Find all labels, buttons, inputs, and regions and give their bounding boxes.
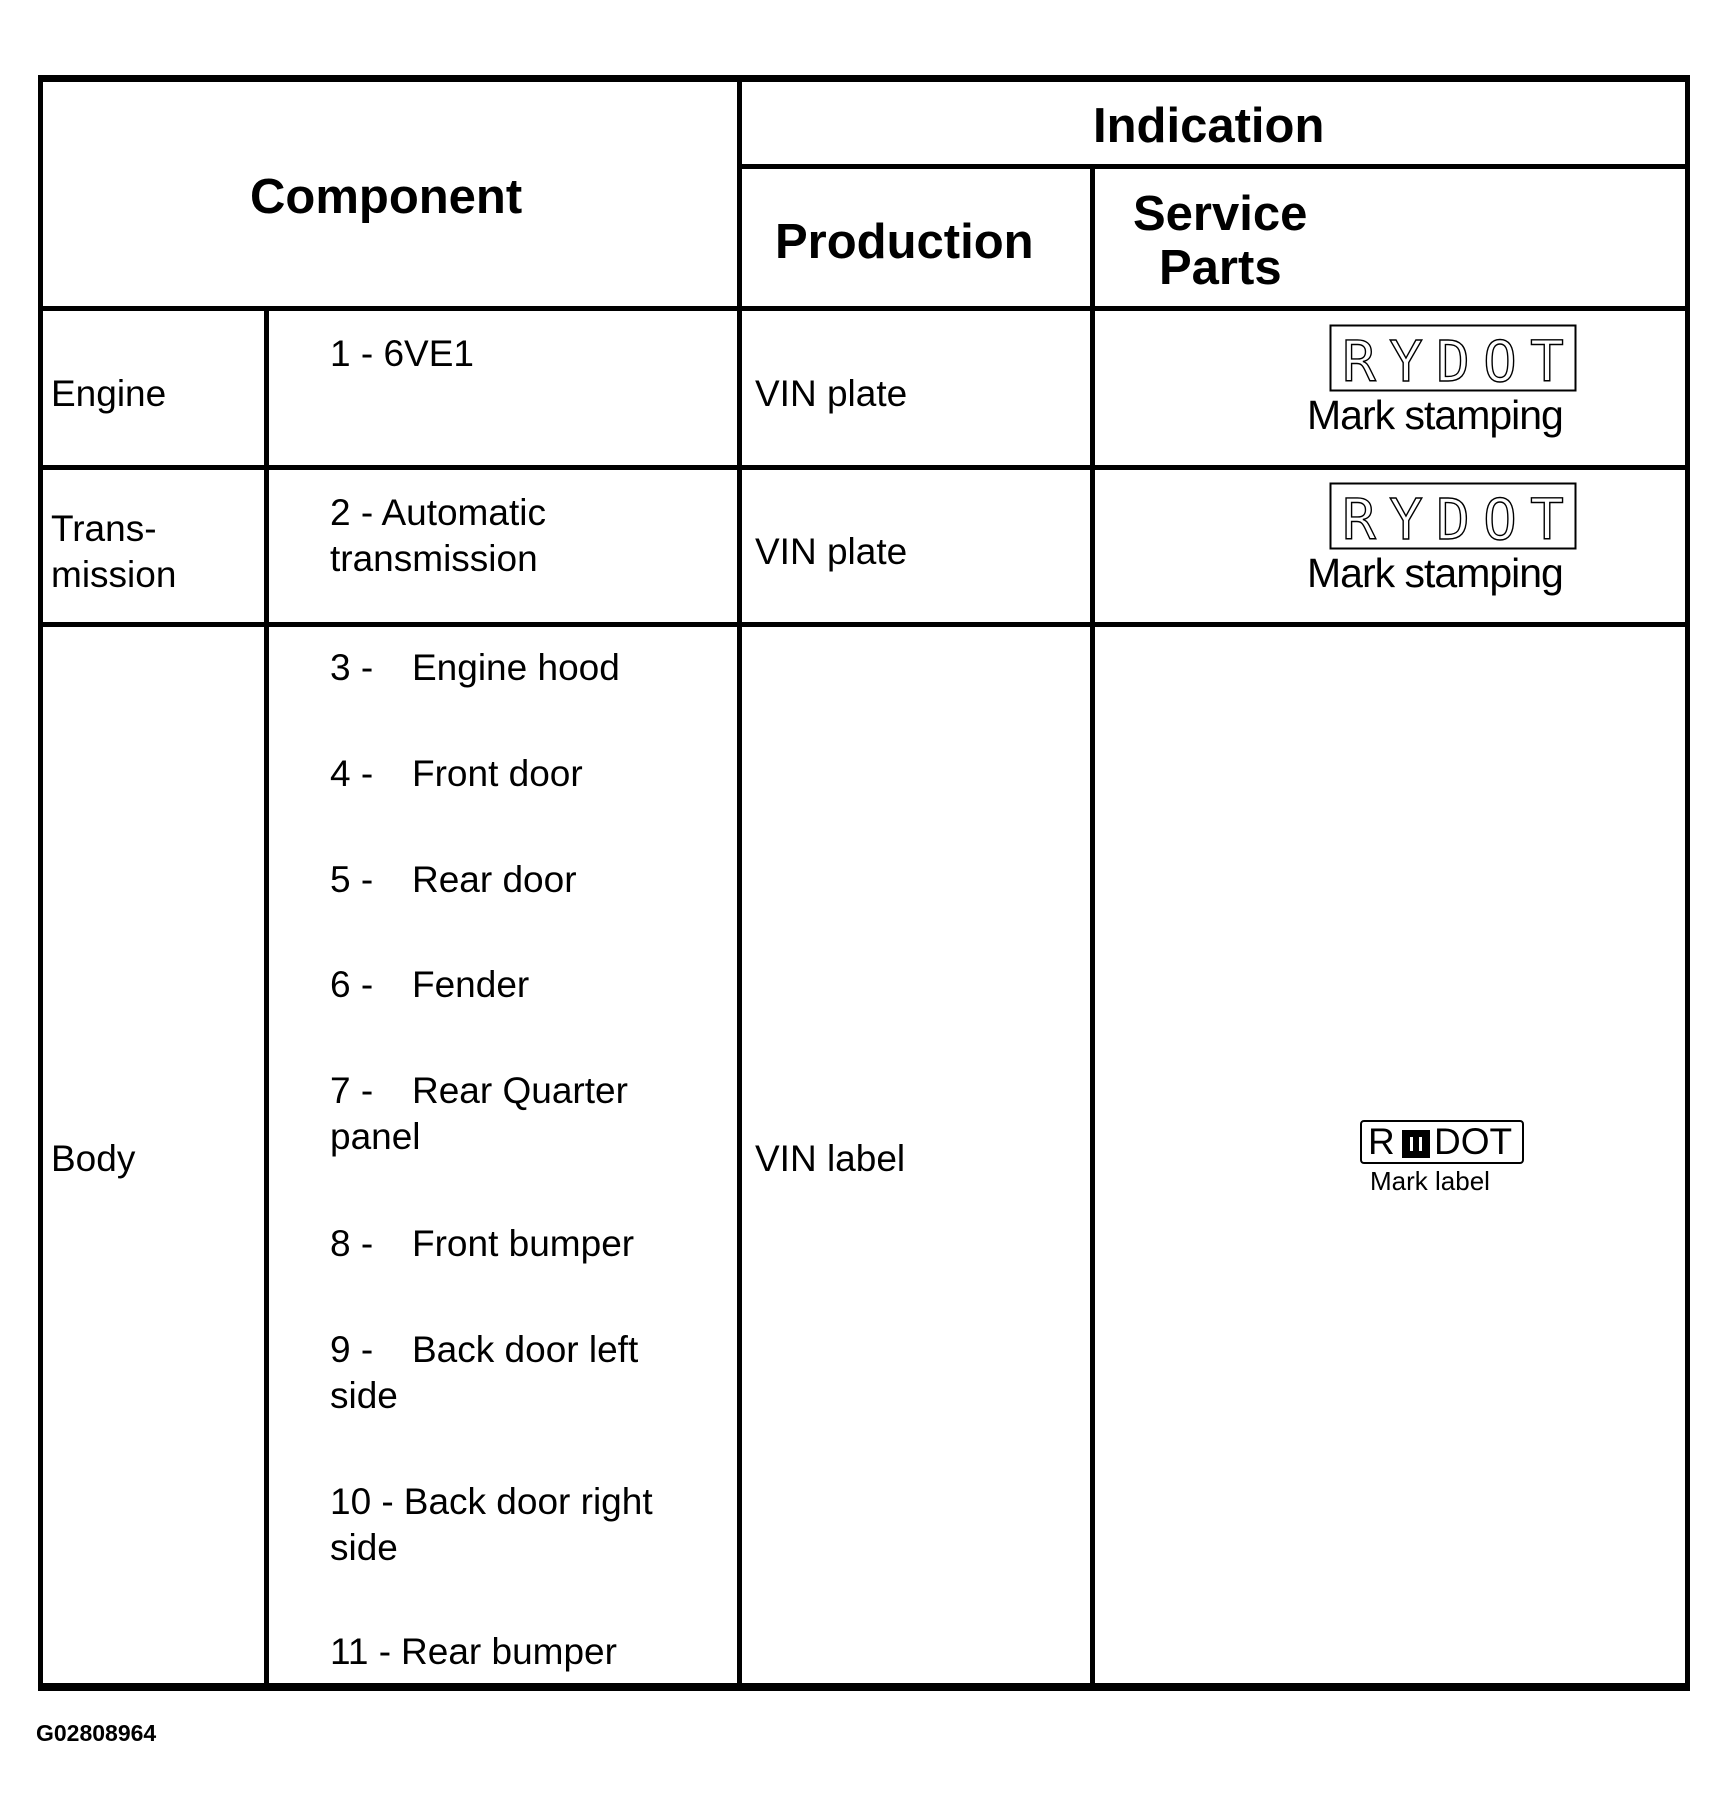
item-label-line1: Automatic — [381, 492, 546, 533]
stamp-letter-o: O — [1483, 330, 1517, 392]
mark-label-r: R — [1368, 1121, 1395, 1162]
group-line2: mission — [51, 554, 177, 595]
header-indication: Indication — [1093, 99, 1325, 153]
list-item — [330, 1068, 628, 1160]
row-engine-production: VIN plate — [755, 373, 908, 414]
divider-row-engine — [38, 465, 1690, 470]
stamp-letter-y: Y — [1389, 330, 1423, 392]
list-item — [330, 1479, 653, 1571]
divider-row-transmission — [38, 622, 1690, 627]
item-label: Back door left — [412, 1329, 639, 1370]
item-prefix: 7 - — [330, 1070, 374, 1111]
row-transmission-item — [330, 490, 546, 582]
item-number: 2 — [330, 492, 351, 533]
stamp-letter-y: Y — [1389, 488, 1423, 550]
table-border-bottom — [38, 1683, 1690, 1691]
item-label: 6VE1 — [383, 333, 474, 374]
mark-label-box — [1360, 1120, 1524, 1164]
item-label: Front door — [412, 753, 583, 794]
item-label: Rear bumper — [401, 1631, 617, 1672]
item-prefix: 8 - — [330, 1223, 374, 1264]
item-label: Rear Quarter — [412, 1070, 628, 1111]
stamp-caption: Mark stamping — [1307, 392, 1563, 438]
row-engine-group: Engine — [51, 373, 167, 414]
table-border-right — [1685, 75, 1690, 1691]
group-line1: Trans- — [51, 508, 157, 549]
stamp-letter-d: D — [1436, 330, 1470, 392]
item-label-line2: panel — [330, 1116, 421, 1157]
item-prefix: 5 - — [330, 859, 374, 900]
figure-id: G02808964 — [36, 1720, 157, 1746]
list-item — [330, 751, 583, 797]
table-border-top — [38, 75, 1690, 82]
item-number: 1 — [330, 333, 351, 374]
list-item — [330, 1327, 638, 1419]
divider-group-item — [264, 309, 269, 1689]
item-label-line2: transmission — [330, 538, 538, 579]
header-production: Production — [775, 215, 1034, 269]
row-body-production: VIN label — [755, 1138, 906, 1179]
row-body-service-mark — [1360, 1120, 1530, 1200]
row-transmission-production: VIN plate — [755, 531, 908, 572]
header-component: Component — [250, 170, 523, 224]
item-prefix: 11 - — [330, 1631, 392, 1672]
item-label-line2: side — [330, 1375, 398, 1416]
header-service-parts-line2: Parts — [1159, 241, 1282, 295]
stamp-letter-t: T — [1530, 330, 1564, 392]
mark-label-dot: DOT — [1434, 1121, 1513, 1162]
stamp-letter-d: D — [1436, 488, 1470, 550]
divider-indication-sub — [737, 164, 1690, 169]
rydot-stamp-icon — [1329, 482, 1577, 550]
rydot-stamp-icon — [1329, 324, 1577, 392]
list-item — [330, 962, 529, 1008]
header-service-parts-line1: Service — [1133, 187, 1308, 241]
item-label: Engine hood — [412, 647, 620, 688]
mark-label-caption: Mark label — [1370, 1166, 1490, 1196]
stamp-caption: Mark stamping — [1307, 550, 1563, 596]
item-separator: - — [360, 333, 374, 374]
item-prefix: 10 - — [330, 1481, 394, 1522]
stamp-letter-r: R — [1342, 488, 1376, 550]
item-prefix: 3 - — [330, 647, 374, 688]
list-item — [330, 1221, 634, 1267]
table-border-left — [38, 75, 43, 1691]
mark-label-symbol-icon — [1402, 1130, 1430, 1158]
list-item — [330, 1629, 617, 1675]
item-prefix: 6 - — [330, 964, 374, 1005]
item-label: Front bumper — [412, 1223, 635, 1264]
stamp-letter-t: T — [1530, 488, 1564, 550]
item-label: Rear door — [412, 859, 577, 900]
stamp-letter-o: O — [1483, 488, 1517, 550]
row-engine-item — [330, 331, 474, 377]
item-separator: - — [360, 492, 374, 533]
row-body-group: Body — [51, 1138, 136, 1179]
row-transmission-group — [51, 506, 176, 598]
item-label: Back door right — [403, 1481, 653, 1522]
item-label-line2: side — [330, 1527, 398, 1568]
item-label: Fender — [412, 964, 530, 1005]
divider-header-body — [38, 306, 1690, 311]
stamp-letter-r: R — [1342, 330, 1376, 392]
divider-component-indication — [737, 75, 742, 1689]
list-item — [330, 645, 620, 691]
item-prefix: 4 - — [330, 753, 374, 794]
divider-production-service — [1090, 167, 1095, 1689]
item-prefix: 9 - — [330, 1329, 374, 1370]
list-item — [330, 857, 577, 903]
